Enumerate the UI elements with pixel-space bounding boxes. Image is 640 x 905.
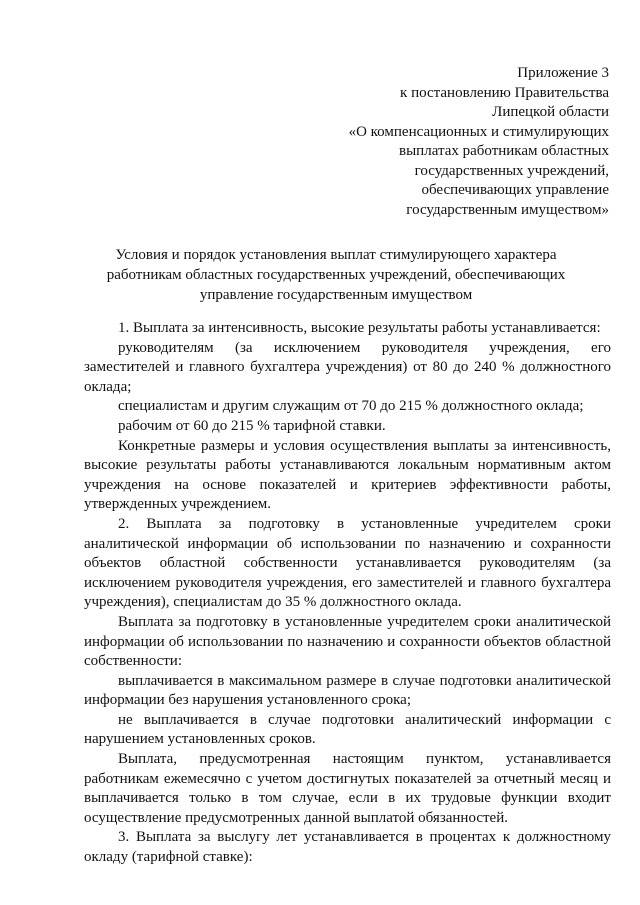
title-line: управление государственным имуществом [199, 287, 473, 303]
appendix-line: обеспечивающих управление [421, 182, 609, 198]
paragraph: 3. Выплата за выслугу лет устанавливается в процентах к должностному окладу (тарифной ставке): [84, 829, 611, 866]
title-line: Условия и порядок установления выплат стимулирующего характера [115, 247, 557, 263]
appendix-line: Приложение 3 [517, 65, 609, 81]
document-body [84, 319, 611, 868]
paragraph: Конкретные размеры и условия осуществления выплаты за интенсивность, высокие результаты работы устанавливаются локальным нормативным актом учреждения на основе показателей и критериев эффективности работы, утвержденных учреждением. [84, 437, 611, 513]
paragraph: выплачивается в максимальном размере в случае подготовки аналитической информации без нарушения установленного срока; [84, 672, 611, 709]
paragraph: руководителям (за исключением руководителя учреждения, его заместителей и главного бухгалтера учреждения) от 80 до 240 % должностного оклада; [84, 339, 611, 395]
paragraph: не выплачивается в случае подготовки аналитический информации с нарушением установленных сроков. [84, 711, 611, 748]
document-title [84, 245, 588, 305]
appendix-line: государственных учреждений, [414, 162, 609, 179]
appendix-line: выплатах работникам областных [399, 143, 609, 159]
paragraph: Выплата за подготовку в установленные учредителем сроки аналитической информации об использовании по назначению и сохранности объектов областной собственности: [84, 613, 611, 670]
paragraph: специалистам и другим служащим от 70 до 215 % должностного оклада; [118, 398, 584, 415]
title-line: работникам областных государственных учреждений, обеспечивающих [106, 267, 566, 283]
paragraph: Выплата, предусмотренная настоящим пунктом, устанавливается работникам ежемесячно с учетом достигнутых показателей за отчетный месяц и выплачивается только в том случае, если в их трудовые функции входит осуществление предусмотренных данной выплатой обязанностей. [84, 751, 611, 826]
appendix-line: Липецкой области [492, 104, 609, 120]
paragraph: 1. Выплата за интенсивность, высокие результаты работы устанавливается: [118, 320, 601, 336]
appendix-header [289, 64, 609, 220]
appendix-line: государственным имуществом» [406, 201, 609, 218]
appendix-line: «О компенсационных и стимулирующих [348, 123, 609, 140]
paragraph: 2. Выплата за подготовку в установленные учредителем сроки аналитической информации об использовании по назначению и сохранности объектов областной собственности устанавливается руководителям (за исключением руководителя учреждения, его заместителей и главного бухгалтера учреждения), специалистам до 35 % должностного оклада. [84, 515, 611, 611]
paragraph: рабочим от 60 до 215 % тарифной ставки. [118, 417, 386, 434]
appendix-line: к постановлению Правительства [400, 84, 609, 101]
